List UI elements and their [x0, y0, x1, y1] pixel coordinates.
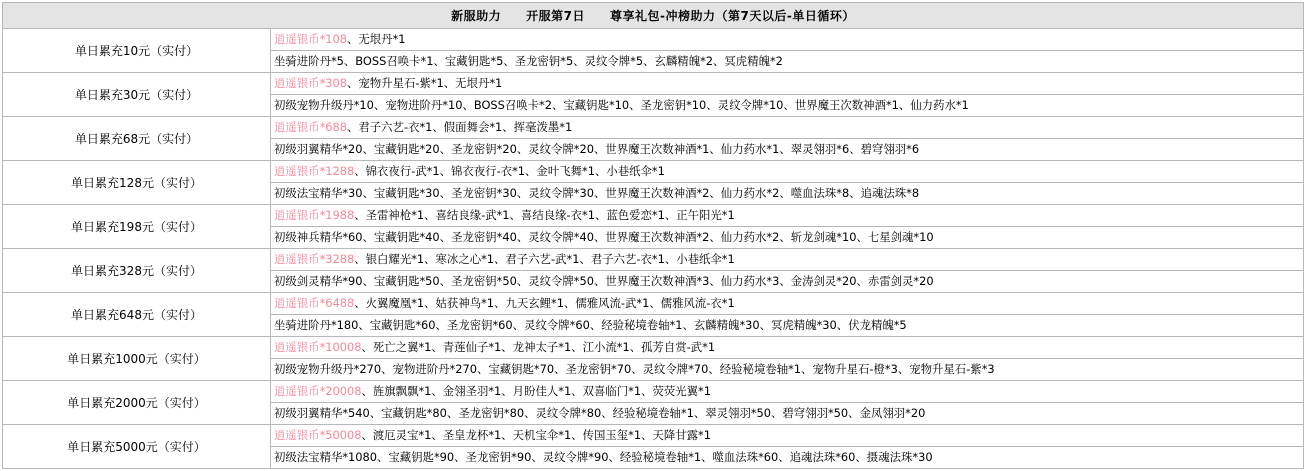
reward-line-primary [271, 161, 1304, 183]
reward-line-secondary: 坐骑进阶丹*5、BOSS召唤卡*1、宝藏钥匙*5、圣龙密钥*5、灵纹令牌*5、玄麟精魄*2、冥虎精魄*2 [271, 51, 1304, 73]
table-body [3, 29, 1304, 469]
reward-line-primary [271, 73, 1304, 95]
reward-items-primary: 、宠物升星石-紫*1、无垠丹*1 [347, 76, 503, 90]
table-row [3, 337, 1304, 359]
reward-line-primary [271, 249, 1304, 271]
reward-line-primary [271, 381, 1304, 403]
recharge-tier: 单日累充648元（实付） [3, 293, 271, 337]
reward-items-primary: 、死亡之翼*1、青莲仙子*1、龙神太子*1、江小流*1、孤芳自赏-武*1 [361, 340, 716, 354]
reward-items-primary: 、锦衣夜行-武*1、锦衣夜行-衣*1、金叶飞舞*1、小巷纸伞*1 [354, 164, 665, 178]
recharge-tier: 单日累充328元（实付） [3, 249, 271, 293]
header-event: 新服助力 [451, 9, 502, 23]
reward-line-secondary: 初级宠物升级丹*270、宠物进阶丹*270、宝藏钥匙*70、圣龙密钥*70、灵纹令牌*70、经验秘境卷轴*1、宠物升星石-橙*3、宠物升星石-紫*3 [271, 359, 1304, 381]
recharge-tier: 单日累充10元（实付） [3, 29, 271, 73]
table-row [3, 29, 1304, 51]
reward-line-secondary: 初级法宝精华*30、宝藏钥匙*30、圣龙密钥*30、灵纹令牌*30、世界魔王次数神酒*2、仙力药水*2、噬血法珠*8、追魂法珠*8 [271, 183, 1304, 205]
table-row [3, 249, 1304, 271]
reward-line-secondary: 初级羽翼精华*540、宝藏钥匙*80、圣龙密钥*80、灵纹令牌*80、经验秘境卷轴*1、翠灵翎羽*50、碧穹翎羽*50、金凤翎羽*20 [271, 403, 1304, 425]
table-row [3, 381, 1304, 403]
table-row [3, 161, 1304, 183]
table-row [3, 73, 1304, 95]
gift-pack-table [2, 2, 1304, 469]
reward-line-primary [271, 117, 1304, 139]
reward-line-secondary: 初级羽翼精华*20、宝藏钥匙*20、圣龙密钥*20、灵纹令牌*20、世界魔王次数神酒*1、仙力药水*1、翠灵翎羽*6、碧穹翎羽*6 [271, 139, 1304, 161]
reward-line-primary [271, 293, 1304, 315]
table-row [3, 293, 1304, 315]
reward-line-secondary: 初级宠物升级丹*10、宠物进阶丹*10、BOSS召唤卡*2、宝藏钥匙*10、圣龙密钥*10、灵纹令牌*10、世界魔王次数神酒*1、仙力药水*1 [271, 95, 1304, 117]
reward-items-primary: 、圣雷神枪*1、喜结良缘-武*1、喜结良缘-衣*1、蓝色爱恋*1、正午阳光*1 [354, 208, 735, 222]
reward-items-primary: 、无垠丹*1 [347, 32, 406, 46]
currency-reward: 逍遥银币*10008 [274, 340, 362, 354]
recharge-tier: 单日累充30元（实付） [3, 73, 271, 117]
recharge-tier: 单日累充5000元（实付） [3, 425, 271, 469]
reward-items-primary: 、银白耀光*1、寒冰之心*1、君子六艺-武*1、君子六艺-衣*1、小巷纸伞*1 [354, 252, 735, 266]
reward-line-secondary: 初级神兵精华*60、宝藏钥匙*40、圣龙密钥*40、灵纹令牌*40、世界魔王次数神酒*2、仙力药水*2、斩龙剑魂*10、七星剑魂*10 [271, 227, 1304, 249]
reward-line-primary [271, 337, 1304, 359]
recharge-tier: 单日累充2000元（实付） [3, 381, 271, 425]
reward-items-primary: 、旌旗飘飘*1、金翎圣羽*1、月盼佳人*1、双喜临门*1、荧荧光翼*1 [361, 384, 711, 398]
currency-reward: 逍遥银币*6488 [274, 296, 355, 310]
header-day: 开服第7日 [526, 9, 586, 23]
currency-reward: 逍遥银币*20008 [274, 384, 362, 398]
reward-line-primary [271, 29, 1304, 51]
reward-items-primary: 、君子六艺-衣*1、假面舞会*1、挥毫泼墨*1 [347, 120, 573, 134]
table-row [3, 117, 1304, 139]
currency-reward: 逍遥银币*50008 [274, 428, 362, 442]
recharge-tier: 单日累充198元（实付） [3, 205, 271, 249]
reward-line-secondary: 坐骑进阶丹*180、宝藏钥匙*60、圣龙密钥*60、灵纹令牌*60、经验秘境卷轴*1、玄麟精魄*30、冥虎精魄*30、伏龙精魄*5 [271, 315, 1304, 337]
currency-reward: 逍遥银币*688 [274, 120, 347, 134]
currency-reward: 逍遥银币*1288 [274, 164, 355, 178]
reward-line-primary [271, 205, 1304, 227]
reward-line-secondary: 初级剑灵精华*90、宝藏钥匙*50、圣龙密钥*50、灵纹令牌*50、世界魔王次数神酒*3、仙力药水*3、金涛剑灵*20、赤雷剑灵*20 [271, 271, 1304, 293]
reward-line-secondary: 初级法宝精华*1080、宝藏钥匙*90、圣龙密钥*90、灵纹令牌*90、经验秘境卷轴*1、噬血法珠*60、追魂法珠*60、摄魂法珠*30 [271, 447, 1304, 469]
reward-items-primary: 、火翼魔凰*1、姑获神鸟*1、九天玄鲤*1、儒雅风流-武*1、儒雅风流-衣*1 [354, 296, 735, 310]
header-pack-title: 尊享礼包-冲榜助力（第7天以后-单日循环） [610, 9, 855, 23]
currency-reward: 逍遥银币*308 [274, 76, 347, 90]
recharge-tier: 单日累充128元（实付） [3, 161, 271, 205]
recharge-tier: 单日累充1000元（实付） [3, 337, 271, 381]
recharge-tier: 单日累充68元（实付） [3, 117, 271, 161]
reward-line-primary [271, 425, 1304, 447]
table-row [3, 425, 1304, 447]
reward-items-primary: 、渡厄灵宝*1、圣皇龙杯*1、天机宝伞*1、传国玉玺*1、天降甘露*1 [361, 428, 711, 442]
currency-reward: 逍遥银币*108 [274, 32, 347, 46]
table-header [3, 3, 1304, 29]
table-header-row [3, 3, 1304, 29]
currency-reward: 逍遥银币*3288 [274, 252, 355, 266]
currency-reward: 逍遥银币*1988 [274, 208, 355, 222]
table-row [3, 205, 1304, 227]
